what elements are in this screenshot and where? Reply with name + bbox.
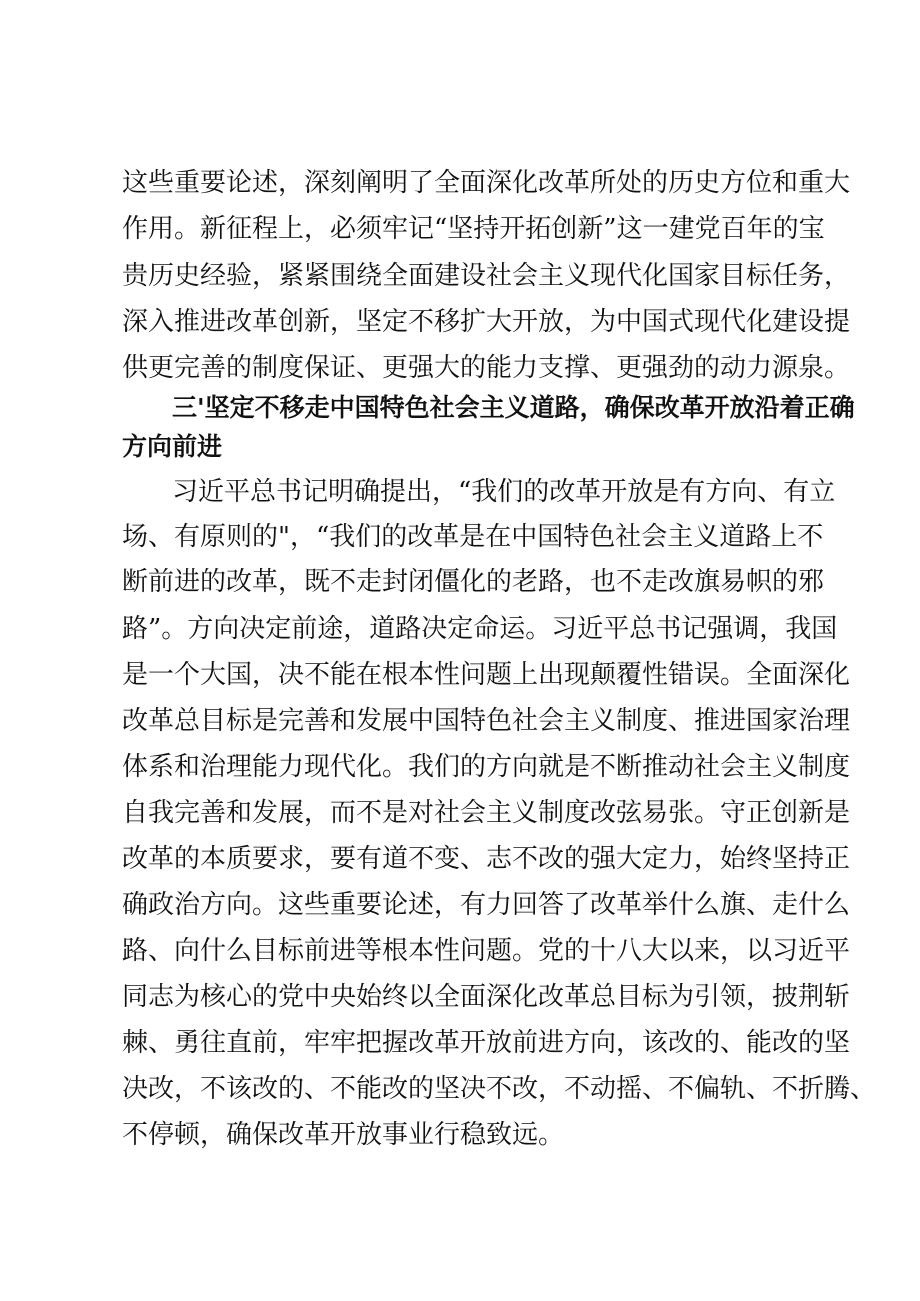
paragraph-1-line-4: 深入推进改革创新，坚定不移扩大开放，为中国式现代化建设提 xyxy=(122,307,851,337)
paragraph-2-line-7: 体系和治理能力现代化。我们的方向就是不断推动社会主义制度 xyxy=(122,752,851,782)
paragraph-2-line-5: 是一个大国，决不能在根本性问题上出现颠覆性错误。全面深化 xyxy=(122,660,851,690)
paragraph-2-line-6: 改革总目标是完善和发展中国特色社会主义制度、推进国家治理 xyxy=(122,706,851,736)
paragraph-2-line-2: 场、有原则的"，“我们的改革是在中国特色社会主义道路上不 xyxy=(122,522,824,552)
paragraph-2-line-13: 棘、勇往直前，牢牢把握改革开放前进方向，该改的、能改的坚 xyxy=(122,1028,851,1058)
paragraph-2-line-15: 不停顿，确保改革开放事业行稳致远。 xyxy=(122,1120,565,1150)
paragraph-2-line-14: 决改，不该改的、不能改的坚决不改，不动摇、不偏轨、不折腾、 xyxy=(122,1074,877,1104)
paragraph-2-line-3: 断前进的改革，既不走封闭僵化的老路，也不走改旗易帜的邪 xyxy=(122,567,825,597)
paragraph-2-line-12: 同志为核心的党中央始终以全面深化改革总目标为引领，披荆斩 xyxy=(122,982,851,1012)
paragraph-2-line-10: 确政治方向。这些重要论述，有力回答了改革举什么旗、走什么 xyxy=(122,890,851,920)
section-heading-line-2: 方向前进 xyxy=(122,432,223,461)
paragraph-1-line-3: 贵历史经验，紧紧围绕全面建设社会主义现代化国家目标任务， xyxy=(122,261,851,291)
paragraph-1-line-1: 这些重要论述，深刻阐明了全面深化改革所处的历史方位和重大 xyxy=(122,168,851,198)
paragraph-1-line-2: 作用。新征程上，必须牢记“坚持开拓创新”这一建党百年的宝 xyxy=(122,214,825,244)
paragraph-2-line-1: 习近平总书记明确提出，“我们的改革开放是有方向、有立 xyxy=(172,477,836,507)
section-heading-line-1: 三'坚定不移走中国特色社会主义道路，确保改革开放沿着正确 xyxy=(172,393,855,422)
paragraph-2-line-11: 路、向什么目标前进等根本性问题。党的十八大以来，以习近平 xyxy=(122,936,851,966)
paragraph-1-line-5: 供更完善的制度保证、更强大的能力支撑、更强劲的动力源泉。 xyxy=(122,353,851,383)
paragraph-2-line-9: 改革的本质要求，要有道不变、志不改的强大定力，始终坚持正 xyxy=(122,844,851,874)
paragraph-2-line-8: 自我完善和发展，而不是对社会主义制度改弦易张。守正创新是 xyxy=(122,798,851,828)
paragraph-2-line-4: 路”。方向决定前途，道路决定命运。习近平总书记强调，我国 xyxy=(122,614,838,644)
